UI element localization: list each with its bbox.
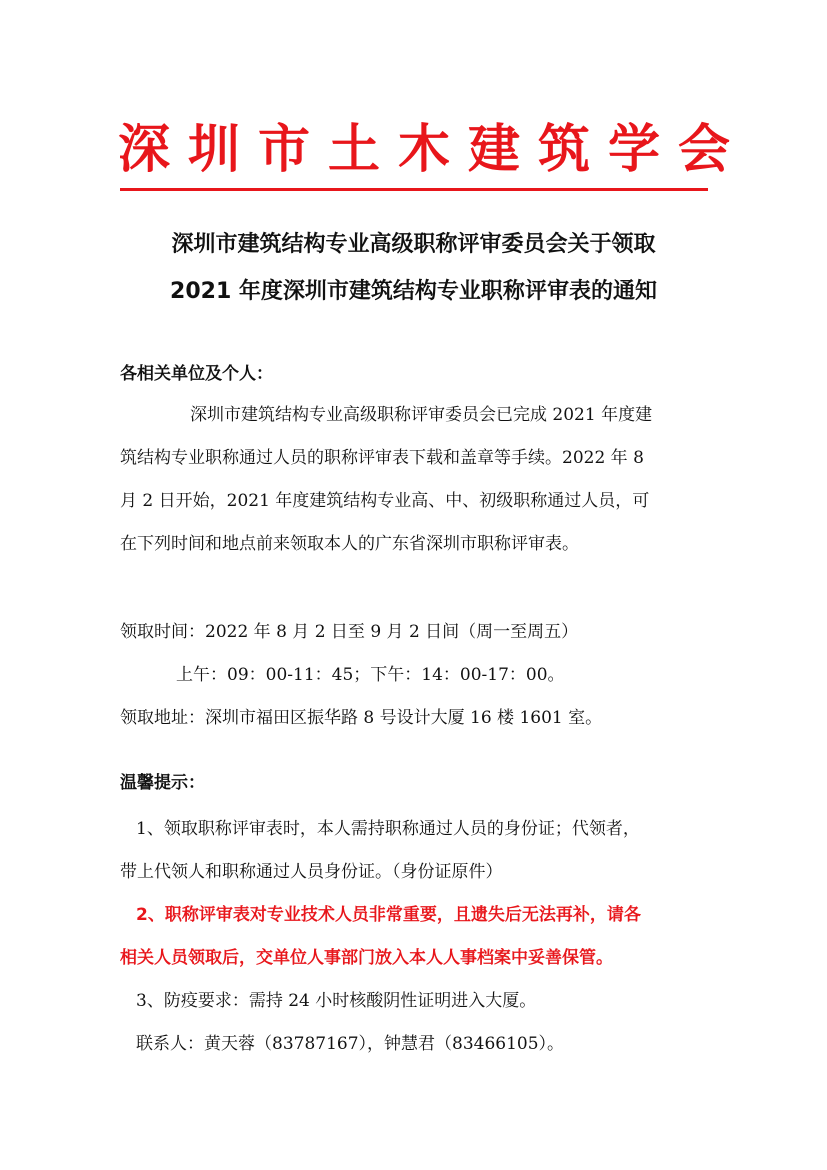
body-line: 深圳市建筑结构专业高级职称评审委员会已完成 2021 年度建 [190,405,653,425]
contact-info: 联系人：黄天蓉（83787167），钟慧君（83466105）。 [136,1034,565,1054]
body-line: 筑结构专业职称通过人员的职称评审表下载和盖章等手续。2022 年 8 [120,448,644,468]
tips-heading: 温馨提示： [120,773,205,793]
title-line-1: 深圳市建筑结构专业高级职称评审委员会关于领取 [171,232,656,257]
pickup-time: 领取时间：2022 年 8 月 2 日至 9 月 2 日间（周一至周五） [120,622,579,642]
pickup-address: 领取地址：深圳市福田区振华路 8 号设计大厦 16 楼 1601 室。 [120,708,603,728]
tip-item-2-important-cont: 相关人员领取后，交单位人事部门放入本人人事档案中妥善保管。 [120,948,613,968]
body-line: 月 2 日开始，2021 年度建筑结构专业高、中、初级职称通过人员，可 [120,491,650,511]
tip-item-1: 1、领取职称评审表时，本人需持职称通过人员的身份证；代领者， [136,819,640,839]
pickup-hours: 上午：09：00-11：45；下午：14：00-17：00。 [176,665,565,685]
org-name-heading: 深圳市土木建筑学会 [118,119,749,180]
tip-item-2-important: 2、职称评审表对专业技术人员非常重要，且遗失后无法再补，请各 [136,905,641,925]
salutation: 各相关单位及个人： [120,364,273,384]
title-line-2: 2021 年度深圳市建筑结构专业职称评审表的通知 [170,279,657,304]
body-line: 在下列时间和地点前来领取本人的广东省深圳市职称评审表。 [120,534,579,554]
tip-item-3: 3、防疫要求：需持 24 小时核酸阴性证明进入大厦。 [136,991,537,1011]
tip-item-1-cont: 带上代领人和职称通过人员身份证。（身份证原件） [120,862,503,882]
header-divider [120,188,708,191]
